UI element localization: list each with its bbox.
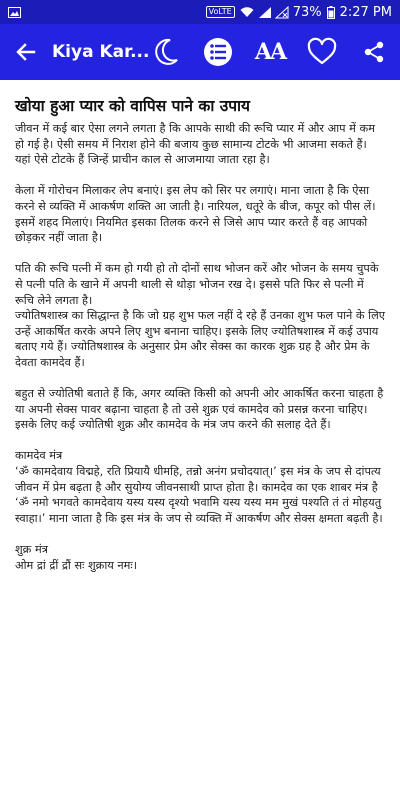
- app-bar: [0, 24, 400, 80]
- favorite-icon: [307, 39, 337, 65]
- volte-indicator: VoLTE: [206, 6, 235, 18]
- article-paragraph: केला में गोरोचन मिलाकर लेप बनाएं। इस लेप को सिर पर लगाएं। माना जाता है कि ऐसा करने से व्यक्ति में आकर्षण शक्ति आ जाती है। नारियल, धतूरे के बीज, कपूर को पीस लें। इसमें शहद मिलाएं। नियमित इसका तिलक करने से जिसे आप प्यार करते हैं वह आपको छोड़कर नहीं जाता है।: [15, 184, 376, 245]
- night-mode-icon: [153, 38, 179, 66]
- article-paragraph: बहुत से ज्योतिषी बताते हैं कि, अगर व्यक्ति किसी को अपनी ओर आकर्षित करना चाहता है या अपनी सेक्स पावर बढ़ाना चाहता है तो उसे शुक्र एवं कामदेव को प्रसन्न करना चाहिए। इसके लिए कई ज्योतिषी शुक्र और कामदेव के मंत्र जप करने की सलाह देते हैं।: [15, 387, 384, 432]
- gallery-notification-icon: [8, 7, 21, 18]
- app-title: Kiya Kar...: [52, 42, 150, 62]
- battery-icon: [327, 6, 335, 19]
- status-left: [8, 7, 21, 18]
- app-bar-actions: [140, 24, 400, 80]
- article-content[interactable]: [0, 80, 400, 800]
- night-mode-button[interactable]: [140, 24, 192, 80]
- share-button[interactable]: [348, 24, 400, 80]
- article-paragraph: शुक्र मंत्र ओम द्रां द्रीं द्रौं सः शुक्राय नमः।: [15, 543, 137, 572]
- text-size-icon: AA: [254, 39, 286, 65]
- article-title: खोया हुआ प्यार को वापिस पाने का उपाय: [15, 97, 251, 115]
- text-size-button[interactable]: [244, 24, 296, 80]
- back-arrow-icon: [16, 43, 36, 61]
- status-bar: [0, 0, 400, 24]
- article-paragraph: कामदेव मंत्र ‘ॐ कामदेवाय विद्महे, रति प्रियायै धीमहि, तन्नो अनंग प्रचोदयात्।’ इस मंत्र के जप से दांपत्य जीवन में प्रेम बढ़ता है और सुयोग्य जीवनसाथी प्राप्त होता है। कामदेव का एक शाबर मंत्र है ‘ॐ नमो भगवते कामदेवाय यस्य यस्य दृश्यो भवामि यस्य यस्य मम मुखं पश्यति तं तं मोहयतु स्वाहा।’ माना जाता है कि इस मंत्र के जप से व्यक्ति में आकर्षण और सेक्स क्षमता बढ़ती है।: [15, 449, 383, 525]
- article-paragraph: पति की रूचि पत्नी में कम हो गयी हो तो दोनों साथ भोजन करें और भोजन के समय चुपके से पत्नी पति के खाने में अपनी थाली से थोड़ा भोजन रख दे। इससे पति फिर से पत्नी में रूचि लेने लगता है। ज्योतिषशास्त्र का सिद्धान्त है कि जो ग्रह शुभ फल नहीं दे रहे हैं उनका शुभ फल पाने के लिए उन्हें आकर्षित करके अपने लिए शुभ बनाना चाहिए। इसके लिए ज्योतिषशास्त्र में कई उपाय बताए गये हैं। ज्योतिषशास्त्र के अनुसार प्रेम और सेक्स का कारक शुक्र ग्रह है और प्रेम के देवता कामदेव हैं।: [15, 262, 386, 369]
- clock: 2:27 PM: [339, 4, 392, 20]
- share-icon: [363, 41, 385, 63]
- list-button[interactable]: [192, 24, 244, 80]
- no-signal-icon: [276, 7, 288, 18]
- favorite-button[interactable]: [296, 24, 348, 80]
- signal-icon: [259, 7, 271, 18]
- article-paragraph: जीवन में कई बार ऐसा लगने लगता है कि आपके साथी की रूचि प्यार में और आप में कम हो गई है। ऐसी समय में निराश होने की बजाय कुछ सामान्य टोटके भी आजमा सकते हैं। यहां ऐसे टोटके हैं जिन्हें प्राचीन काल से आजमाया जाता रहा है।: [15, 122, 375, 167]
- status-right: [206, 5, 392, 20]
- list-icon: [203, 37, 233, 67]
- battery-percent: 73%: [292, 4, 322, 20]
- back-button[interactable]: [0, 24, 52, 80]
- wifi-icon: [240, 7, 254, 18]
